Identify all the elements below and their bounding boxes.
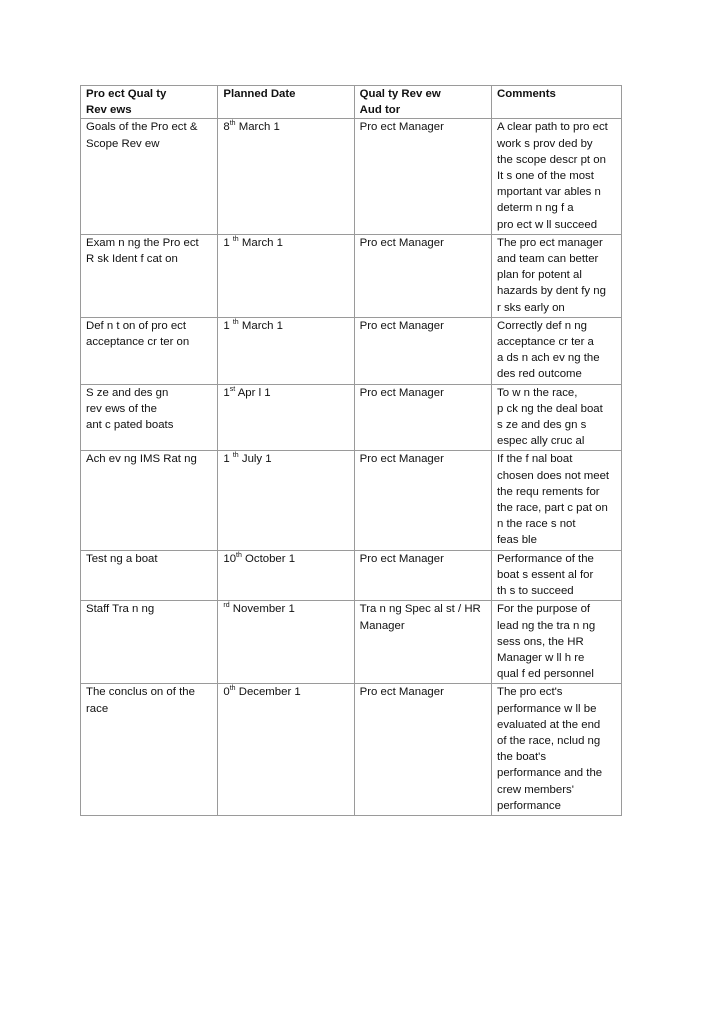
comments-cell: For the purpose of lead ng the tra n ng sess ons, the HR Manager w ll h re qual f ed personnel xyxy=(492,601,622,684)
review-cell: The conclus on of the race xyxy=(81,684,218,816)
review-cell: Exam n ng the Pro ect R sk Ident f cat on xyxy=(81,234,218,317)
date-cell: 1 $^{th}$ March 1 xyxy=(218,234,354,317)
auditor-cell: Pro ect Manager xyxy=(354,684,491,816)
review-cell: Def n t on of pro ect acceptance cr ter on xyxy=(81,317,218,384)
table-row xyxy=(81,317,622,384)
review-cell: Staff Tra n ng xyxy=(81,601,218,684)
date-cell: 1st Apr l 1 xyxy=(218,384,354,451)
table-row xyxy=(81,119,622,234)
review-cell: Test ng a boat xyxy=(81,550,218,601)
date-cell: 0th December 1 xyxy=(218,684,354,816)
comments-cell: To w n the race, p ck ng the deal boat s ze and des gn s espec ally cruc al xyxy=(492,384,622,451)
date-cell: 8th March 1 xyxy=(218,119,354,234)
quality-review-table xyxy=(80,85,622,816)
comments-cell: A clear path to pro ect work s prov ded by the scope descr pt on It s one of the most mportant var ables n determ n ng f a pro ect w ll succeed xyxy=(492,119,622,234)
auditor-cell: Pro ect Manager xyxy=(354,384,491,451)
table-row xyxy=(81,451,622,550)
comments-cell: Performance of the boat s essent al for th s to succeed xyxy=(492,550,622,601)
review-cell: Ach ev ng IMS Rat ng xyxy=(81,451,218,550)
table-header-row xyxy=(81,86,622,119)
header-project-quality-reviews: Pro ect Qual ty Rev ews xyxy=(81,86,218,119)
table-row xyxy=(81,601,622,684)
table-row xyxy=(81,684,622,816)
auditor-cell: Pro ect Manager xyxy=(354,451,491,550)
header-quality-review-auditor: Qual ty Rev ew Aud tor xyxy=(354,86,491,119)
comments-cell: Correctly def n ng acceptance cr ter a a ds n ach ev ng the des red outcome xyxy=(492,317,622,384)
auditor-cell: Pro ect Manager xyxy=(354,317,491,384)
auditor-cell: Pro ect Manager xyxy=(354,234,491,317)
auditor-cell: Pro ect Manager xyxy=(354,550,491,601)
date-cell: 1 $^{th}$ March 1 xyxy=(218,317,354,384)
table-row xyxy=(81,384,622,451)
comments-cell: The pro ect manager and team can better plan for potent al hazards by dent fy ng r sks early on xyxy=(492,234,622,317)
header-comments: Comments xyxy=(492,86,622,119)
header-planned-date: Planned Date xyxy=(218,86,354,119)
review-cell: Goals of the Pro ect & Scope Rev ew xyxy=(81,119,218,234)
date-cell: $^{rd}$ November 1 xyxy=(218,601,354,684)
auditor-cell: Tra n ng Spec al st / HR Manager xyxy=(354,601,491,684)
comments-cell: The pro ect's performance w ll be evaluated at the end of the race, nclud ng the boat's performance and the crew members' performance xyxy=(492,684,622,816)
review-cell: S ze and des gn rev ews of the ant c pated boats xyxy=(81,384,218,451)
table-row xyxy=(81,550,622,601)
comments-cell: If the f nal boat chosen does not meet the requ rements for the race, part c pat on n the race s not feas ble xyxy=(492,451,622,550)
auditor-cell: Pro ect Manager xyxy=(354,119,491,234)
date-cell: 1 $^{th}$ July 1 xyxy=(218,451,354,550)
table-row xyxy=(81,234,622,317)
date-cell: 10th October 1 xyxy=(218,550,354,601)
